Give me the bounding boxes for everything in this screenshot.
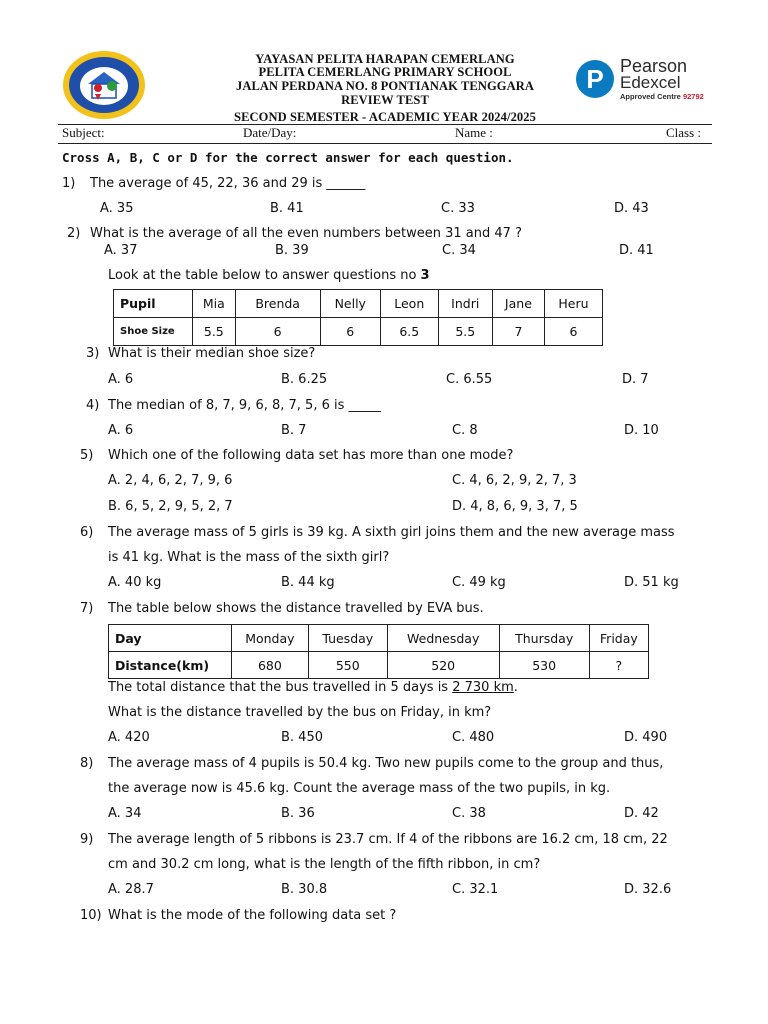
q4-option-a[interactable]: A. 6 bbox=[108, 423, 134, 438]
pearson-brand: Pearson bbox=[620, 56, 688, 76]
table-header-row bbox=[109, 625, 649, 652]
school-logo bbox=[62, 50, 146, 120]
table-header-row bbox=[114, 290, 603, 318]
q9-text-line2: cm and 30.2 cm long, what is the length of the fifth ribbon, in cm? bbox=[108, 857, 541, 872]
q6-number: 6) bbox=[80, 525, 94, 540]
pearson-sub: Edexcel bbox=[620, 73, 681, 92]
pearson-p-icon: P bbox=[576, 60, 614, 98]
class-label: Class : bbox=[666, 125, 702, 140]
q4-option-b[interactable]: B. 7 bbox=[281, 423, 307, 438]
table-header-cell: Heru bbox=[544, 290, 602, 318]
q7-text: The table below shows the distance travelled by EVA bus. bbox=[108, 601, 484, 616]
q5-number: 5) bbox=[80, 448, 94, 463]
q4-option-d[interactable]: D. 10 bbox=[624, 423, 659, 438]
q1-number: 1) bbox=[62, 176, 76, 191]
q7-option-c[interactable]: C. 480 bbox=[452, 730, 495, 745]
table-cell: 7 bbox=[492, 318, 544, 346]
approved-centre: Approved Centre 92792 bbox=[620, 92, 704, 101]
table-cell: 530 bbox=[499, 652, 589, 679]
q10-text: What is the mode of the following data set ? bbox=[108, 908, 397, 923]
q2-option-d[interactable]: D. 41 bbox=[619, 243, 654, 258]
school-name: PELITA CEMERLANG PRIMARY SCHOOL bbox=[258, 65, 512, 79]
q7-option-b[interactable]: B. 450 bbox=[281, 730, 323, 745]
q6-option-b[interactable]: B. 44 kg bbox=[281, 575, 335, 590]
q8-option-a[interactable]: A. 34 bbox=[108, 806, 142, 821]
bus-distance-table bbox=[108, 624, 649, 679]
q3-option-d[interactable]: D. 7 bbox=[622, 372, 649, 387]
table-cell: 6 bbox=[235, 318, 320, 346]
table-cell: 5.5 bbox=[193, 318, 236, 346]
table-cell: 680 bbox=[232, 652, 309, 679]
q9-option-b[interactable]: B. 30.8 bbox=[281, 882, 328, 897]
foundation-name: YAYASAN PELITA HARAPAN CEMERLANG bbox=[255, 52, 515, 66]
q6-option-c[interactable]: C. 49 kg bbox=[452, 575, 506, 590]
q2-text: What is the average of all the even numbers between 31 and 47 ? bbox=[90, 226, 522, 241]
q8-number: 8) bbox=[80, 756, 94, 771]
table-cell: Distance(km) bbox=[109, 652, 232, 679]
table-header-cell: Nelly bbox=[320, 290, 380, 318]
q7-option-a[interactable]: A. 420 bbox=[108, 730, 150, 745]
table-intro: Look at the table below to answer questions no 3 bbox=[108, 268, 430, 283]
table-cell: 6 bbox=[544, 318, 602, 346]
q5-text: Which one of the following data set has more than one mode? bbox=[108, 448, 514, 463]
q8-option-c[interactable]: C. 38 bbox=[452, 806, 486, 821]
q1-option-d[interactable]: D. 43 bbox=[614, 201, 649, 216]
school-address: JALAN PERDANA NO. 8 PONTIANAK TENGGARA bbox=[235, 79, 535, 93]
q3-number: 3) bbox=[86, 346, 100, 361]
header-rule-bottom bbox=[58, 143, 712, 144]
table-header-cell: Brenda bbox=[235, 290, 320, 318]
table-cell: 520 bbox=[387, 652, 499, 679]
table-cell: 550 bbox=[308, 652, 387, 679]
pearson-logo bbox=[576, 58, 716, 102]
instruction: Cross A, B, C or D for the correct answer for each question. bbox=[62, 150, 514, 165]
q5-option-d[interactable]: D. 4, 8, 6, 9, 3, 7, 5 bbox=[452, 499, 578, 514]
table-header-cell: Leon bbox=[380, 290, 438, 318]
q4-number: 4) bbox=[86, 398, 100, 413]
q1-option-a[interactable]: A. 35 bbox=[100, 201, 134, 216]
q2-number: 2) bbox=[67, 226, 81, 241]
table-header-cell: Thursday bbox=[499, 625, 589, 652]
q5-option-c[interactable]: C. 4, 6, 2, 9, 2, 7, 3 bbox=[452, 473, 577, 488]
q8-option-d[interactable]: D. 42 bbox=[624, 806, 659, 821]
q1-option-b[interactable]: B. 41 bbox=[270, 201, 304, 216]
q8-text-line1: The average mass of 4 pupils is 50.4 kg. Two new pupils come to the group and thus, bbox=[108, 756, 664, 771]
q5-option-b[interactable]: B. 6, 5, 2, 9, 5, 2, 7 bbox=[108, 499, 233, 514]
q5-option-a[interactable]: A. 2, 4, 6, 2, 7, 9, 6 bbox=[108, 473, 233, 488]
name-label: Name : bbox=[455, 125, 493, 140]
table-header-cell: Pupil bbox=[114, 290, 193, 318]
q7-number: 7) bbox=[80, 601, 94, 616]
q8-text-line2: the average now is 45.6 kg. Count the average mass of the two pupils, in kg. bbox=[108, 781, 611, 796]
q2-option-c[interactable]: C. 34 bbox=[442, 243, 476, 258]
q7-question: What is the distance travelled by the bus on Friday, in km? bbox=[108, 705, 492, 720]
table-row bbox=[109, 652, 649, 679]
table-cell: Shoe Size bbox=[114, 318, 193, 346]
q9-option-a[interactable]: A. 28.7 bbox=[108, 882, 154, 897]
header-rule-top bbox=[58, 124, 712, 125]
table-header-cell: Day bbox=[109, 625, 232, 652]
date-label: Date/Day: bbox=[243, 125, 297, 140]
table-row bbox=[114, 318, 603, 346]
q9-text-line1: The average length of 5 ribbons is 23.7 cm. If 4 of the ribbons are 16.2 cm, 18 cm, 22 bbox=[108, 832, 668, 847]
q1-text: The average of 45, 22, 36 and 29 is ______ bbox=[90, 176, 366, 191]
q6-text-line1: The average mass of 5 girls is 39 kg. A sixth girl joins them and the new average mass bbox=[108, 525, 675, 540]
table-header-cell: Tuesday bbox=[308, 625, 387, 652]
q4-option-c[interactable]: C. 8 bbox=[452, 423, 478, 438]
table-cell: 6 bbox=[320, 318, 380, 346]
table-header-cell: Indri bbox=[438, 290, 492, 318]
table-cell: ? bbox=[589, 652, 648, 679]
table-header-cell: Wednesday bbox=[387, 625, 499, 652]
table-header-cell: Mia bbox=[193, 290, 236, 318]
q6-option-d[interactable]: D. 51 kg bbox=[624, 575, 679, 590]
test-title: REVIEW TEST bbox=[341, 93, 429, 107]
q6-option-a[interactable]: A. 40 kg bbox=[108, 575, 162, 590]
table-cell: 5.5 bbox=[438, 318, 492, 346]
q3-option-a[interactable]: A. 6 bbox=[108, 372, 134, 387]
q2-option-b[interactable]: B. 39 bbox=[275, 243, 309, 258]
table-header-cell: Friday bbox=[589, 625, 648, 652]
table-cell: 6.5 bbox=[380, 318, 438, 346]
shoe-size-table bbox=[113, 289, 603, 346]
q7-total-distance: The total distance that the bus travelled in 5 days is 2 730 km. bbox=[108, 680, 518, 695]
subject-label: Subject: bbox=[62, 125, 105, 140]
q6-text-line2: is 41 kg. What is the mass of the sixth girl? bbox=[108, 550, 390, 565]
q4-text: The median of 8, 7, 9, 6, 8, 7, 5, 6 is _____ bbox=[108, 398, 382, 413]
q9-number: 9) bbox=[80, 832, 94, 847]
q8-option-b[interactable]: B. 36 bbox=[281, 806, 315, 821]
q1-option-c[interactable]: C. 33 bbox=[441, 201, 475, 216]
q10-number: 10) bbox=[80, 908, 102, 923]
table-header-cell: Monday bbox=[232, 625, 309, 652]
semester-title: SECOND SEMESTER - ACADEMIC YEAR 2024/2025 bbox=[234, 110, 536, 124]
q3-option-b[interactable]: B. 6.25 bbox=[281, 372, 328, 387]
q9-option-d[interactable]: D. 32.6 bbox=[624, 882, 672, 897]
q3-text: What is their median shoe size? bbox=[108, 346, 316, 361]
q9-option-c[interactable]: C. 32.1 bbox=[452, 882, 499, 897]
table-header-cell: Jane bbox=[492, 290, 544, 318]
q7-option-d[interactable]: D. 490 bbox=[624, 730, 668, 745]
q2-option-a[interactable]: A. 37 bbox=[104, 243, 138, 258]
q3-option-c[interactable]: C. 6.55 bbox=[446, 372, 493, 387]
